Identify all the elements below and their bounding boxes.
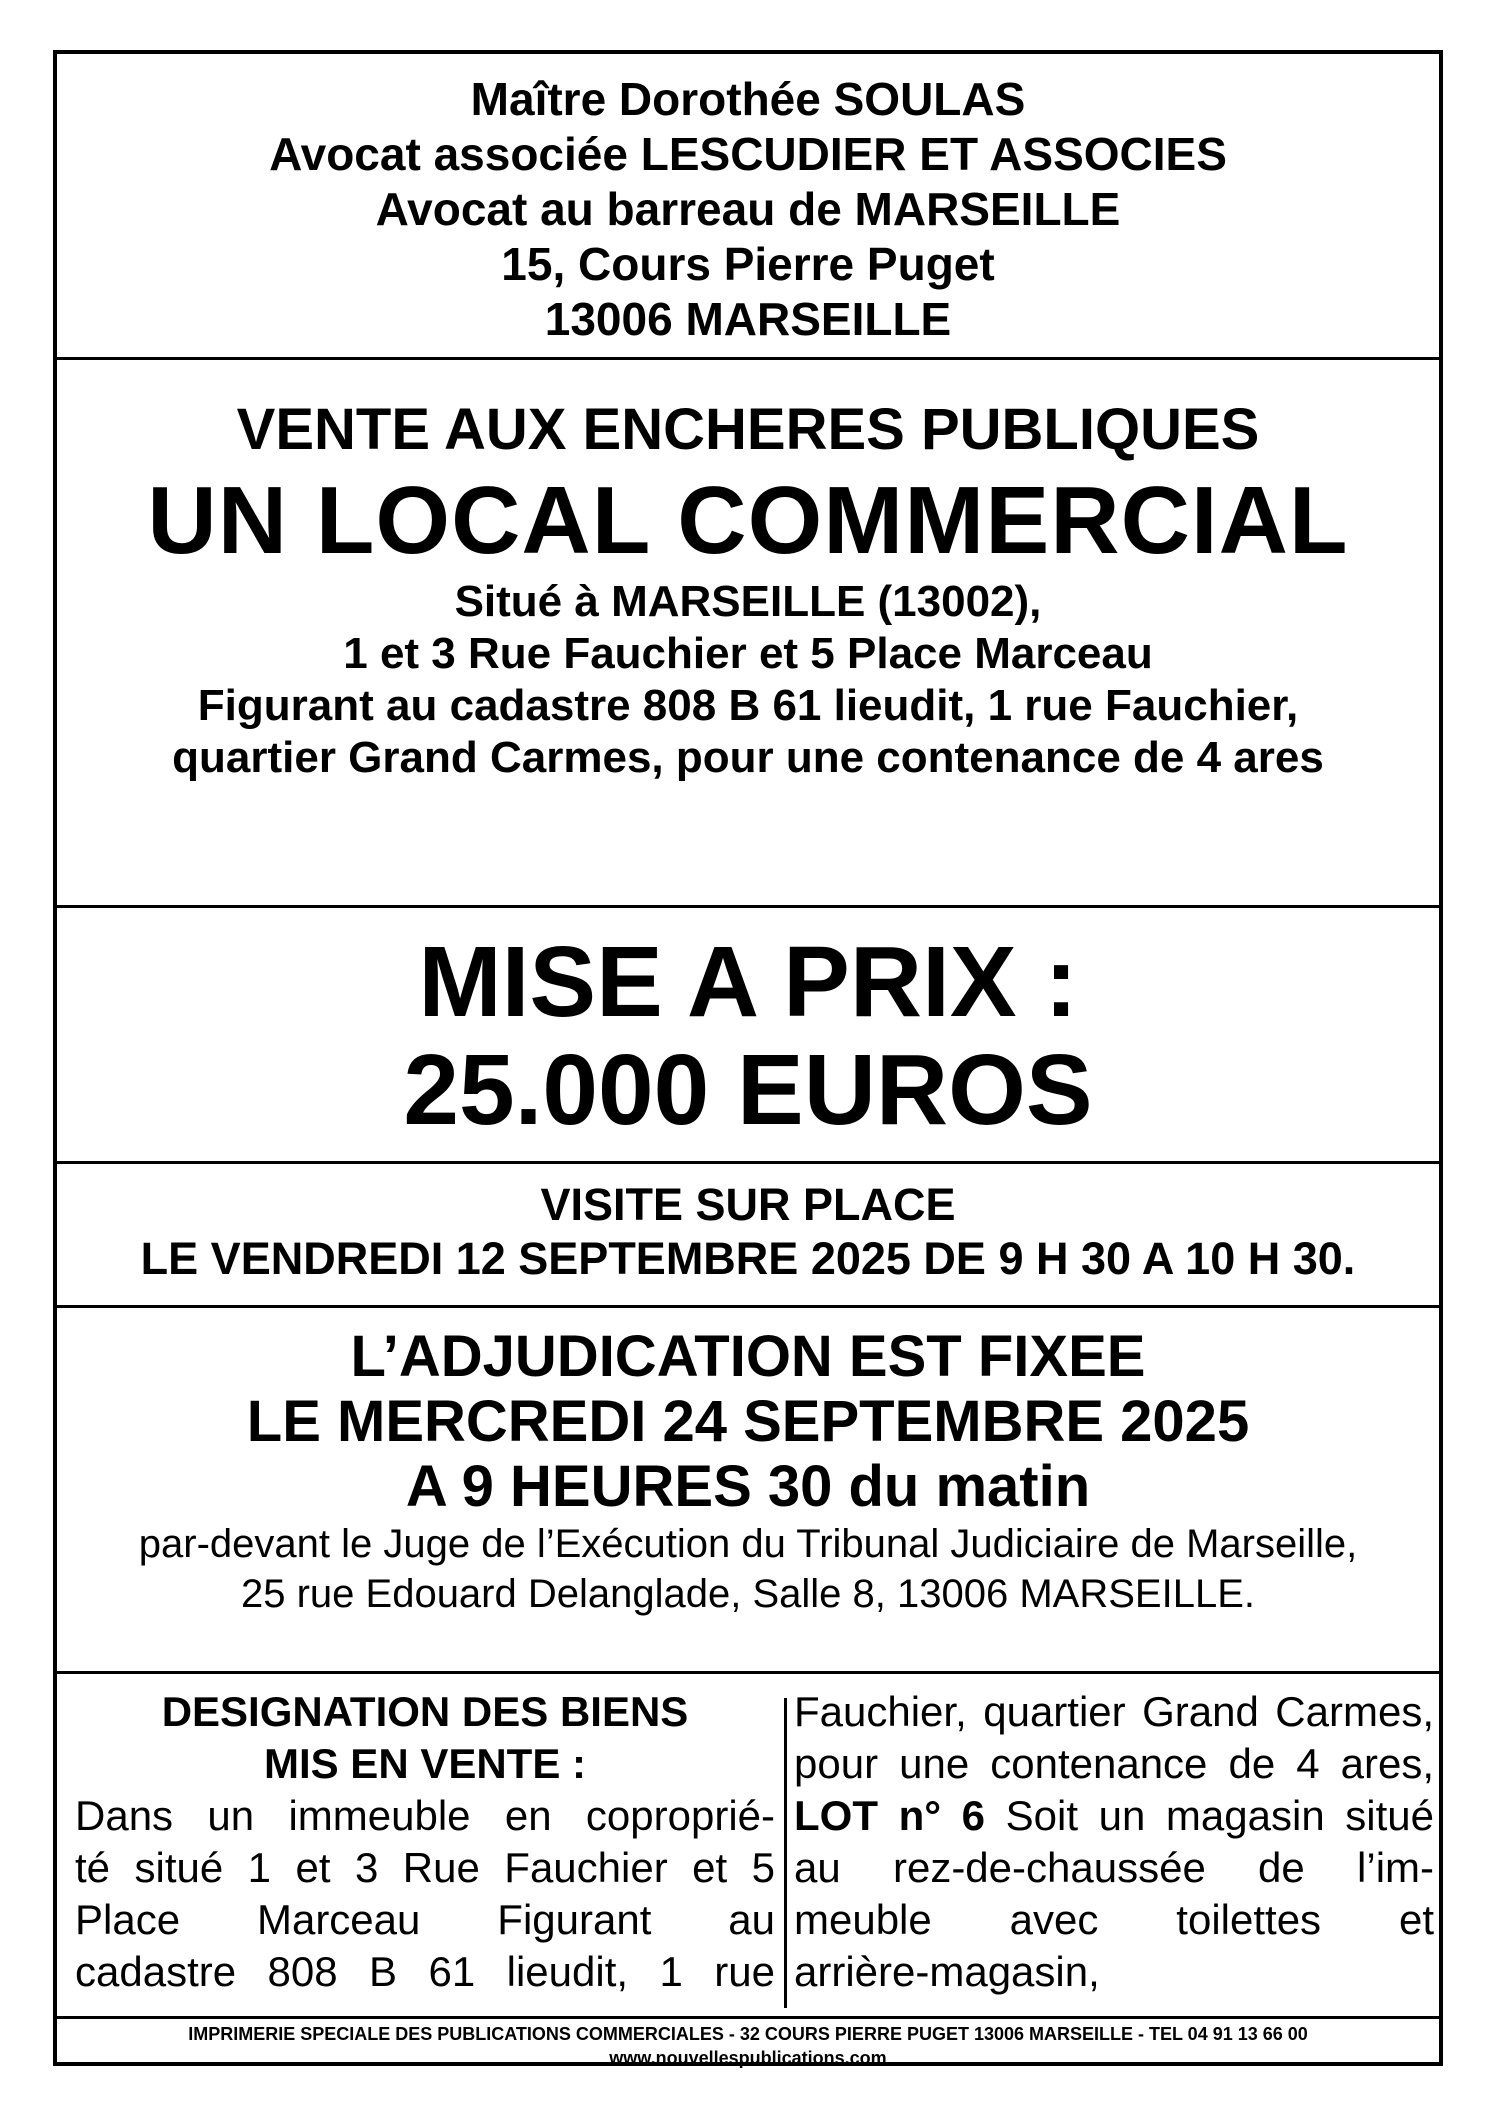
price-amount: 25.000 EUROS: [403, 1034, 1093, 1146]
adjudication-section: [57, 1308, 1439, 1674]
price-section: [57, 908, 1439, 1164]
visit-section: [57, 1164, 1439, 1308]
visit-title: VISITE SUR PLACE: [540, 1179, 956, 1230]
sale-location: Situé à MARSEILLE (13002),: [454, 577, 1042, 626]
lawyer-name: Maître Dorothée SOULAS: [470, 73, 1026, 125]
designation-left-line: cadastre 808 B 61 lieudit, 1 rue: [75, 1948, 775, 1995]
designation-lot-line: [794, 1790, 1434, 1842]
lawyer-city: 13006 MARSEILLE: [544, 293, 952, 345]
designation-right-line: Fauchier, quartier Grand Carmes,: [794, 1688, 1434, 1735]
designation-heading-1: DESIGNATION DES BIENS: [161, 1688, 689, 1735]
lot-text: Soit un magasin situé: [985, 1792, 1434, 1839]
sale-type: VENTE AUX ENCHERES PUBLIQUES: [236, 397, 1260, 462]
designation-right-last-line: arrière-magasin,: [794, 1948, 1100, 1995]
sale-section: [57, 360, 1439, 908]
visit-date: LE VENDREDI 12 SEPTEMBRE 2025 DE 9 H 30 A 10 H 30.: [140, 1233, 1356, 1284]
printer-info: IMPRIMERIE SPECIALE DES PUBLICATIONS COMMERCIALES - 32 COURS PIERRE PUGET 13006 MARSEILLE - TEL 04 91 13 66 00: [188, 2024, 1308, 2044]
designation-heading-2: MIS EN VENTE :: [263, 1740, 587, 1787]
notice-frame: [53, 50, 1443, 2066]
designation-right-line: pour une contenance de 4 ares,: [794, 1740, 1434, 1787]
designation-right-line: au rez-de-chaussée de l’im-: [794, 1844, 1434, 1891]
printer-footer: [57, 2019, 1439, 2067]
adjudication-time: A 9 HEURES 30 du matin: [405, 1454, 1091, 1519]
sale-cadastre: Figurant au cadastre 808 B 61 lieudit, 1 rue Fauchier,: [197, 681, 1299, 730]
printer-website: www.nouvellespublications.com: [609, 2048, 887, 2068]
adjudication-address: 25 rue Edouard Delanglade, Salle 8, 13006 MARSEILLE.: [240, 1572, 1255, 1616]
lawyer-header: [57, 54, 1439, 360]
lawyer-firm: Avocat associée LESCUDIER ET ASSOCIES: [269, 128, 1227, 180]
adjudication-title: L’ADJUDICATION EST FIXEE: [350, 1324, 1146, 1389]
designation-left-line: Place Marceau Figurant au: [75, 1896, 775, 1943]
lawyer-bar: Avocat au barreau de MARSEILLE: [375, 183, 1121, 235]
column-divider: [784, 1698, 787, 2008]
designation-section: [57, 1674, 1439, 2019]
designation-right-line: meuble avec toilettes et: [794, 1896, 1434, 1943]
sale-object: UN LOCAL COMMERCIAL: [147, 467, 1349, 574]
price-label: MISE A PRIX :: [418, 926, 1078, 1038]
lawyer-street: 15, Cours Pierre Puget: [501, 238, 995, 290]
designation-left-line: té situé 1 et 3 Rue Fauchier et 5: [75, 1844, 775, 1891]
designation-left-column: [75, 1686, 775, 1998]
sale-address: 1 et 3 Rue Fauchier et 5 Place Marceau: [343, 629, 1153, 678]
adjudication-date: LE MERCREDI 24 SEPTEMBRE 2025: [246, 1389, 1250, 1454]
adjudication-court: par-devant le Juge de l’Exécution du Tribunal Judiciaire de Marseille,: [138, 1522, 1358, 1566]
lot-label: LOT n° 6: [794, 1792, 986, 1839]
sale-area: quartier Grand Carmes, pour une contenance de 4 ares: [172, 733, 1324, 782]
designation-left-line: Dans un immeuble en coproprié-: [75, 1792, 775, 1839]
designation-right-column: [794, 1686, 1434, 1998]
